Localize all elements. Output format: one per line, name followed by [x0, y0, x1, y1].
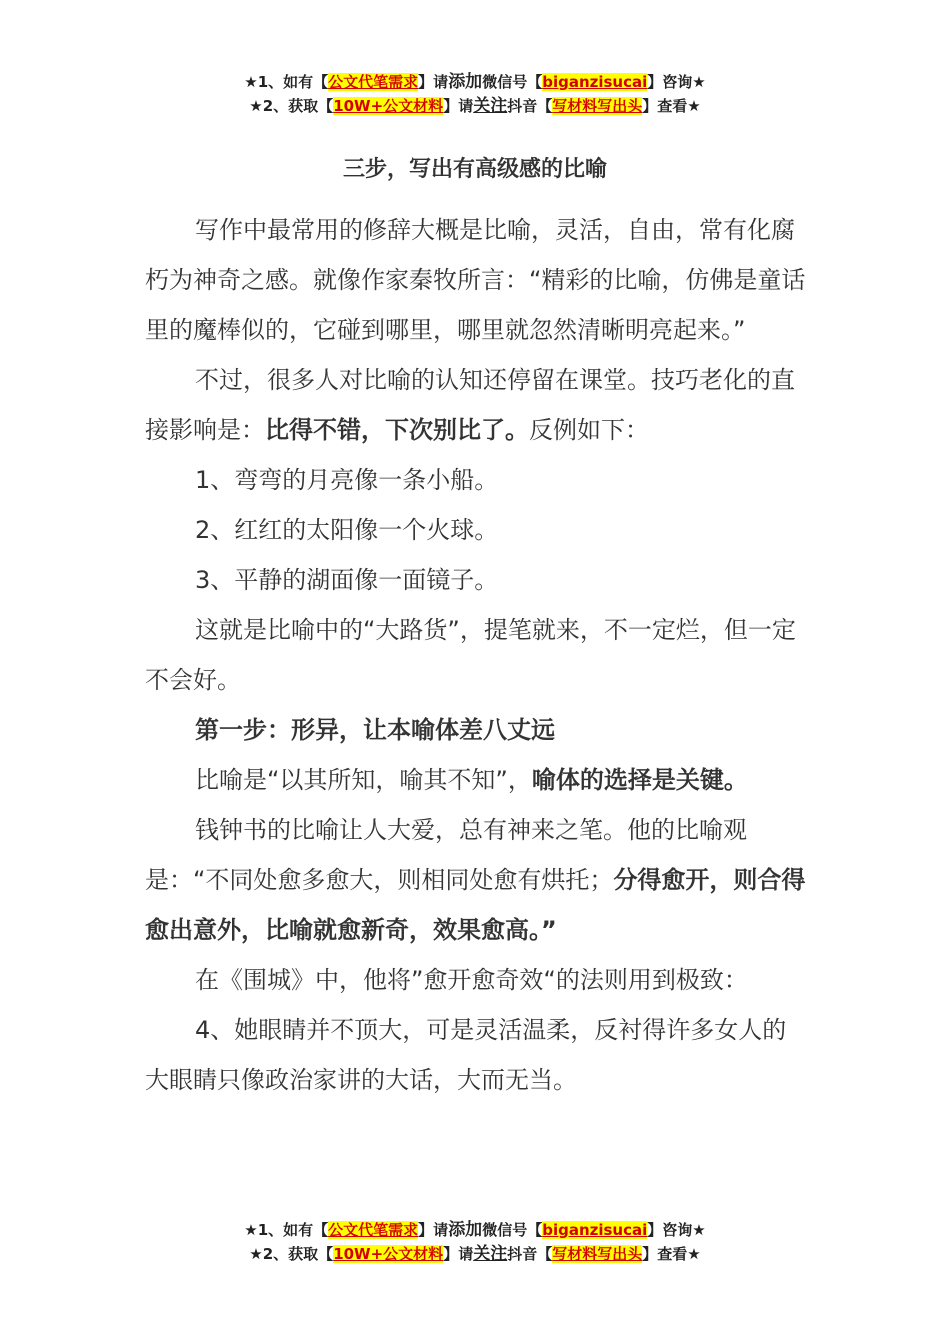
star-icon: ★: [244, 73, 258, 91]
banner-emphasis: 关注: [473, 1244, 508, 1264]
banner-text: 1、如有【: [257, 1221, 329, 1239]
star-icon: ★: [692, 1221, 706, 1239]
paragraph-qian-zhongshu: [145, 805, 810, 955]
banner-emphasis: 关注: [473, 96, 508, 116]
banner-line-1: [0, 1218, 950, 1242]
banner-text: 微信号【: [482, 73, 543, 91]
section-heading-text: 第一步：形异，让本喻体差八丈远: [195, 716, 555, 744]
paragraph-text: 钱钟书的比喻让人大爱，总有神来之笔。他的比喻观是：“不同处愈多愈大，则相同处愈有烘托；: [145, 816, 747, 894]
banner-text: 】咨询: [647, 73, 693, 91]
article-title: 三步，写出有高级感的比喻: [342, 157, 607, 182]
banner-text: 】请: [418, 1221, 449, 1239]
banner-text: 】请: [443, 97, 474, 115]
paragraph-conclusion: 这就是比喻中的“大路货”，提笔就来，不一定烂，但一定不会好。: [145, 616, 796, 694]
example-1: 1、弯弯的月亮像一条小船。: [195, 466, 499, 494]
star-icon: ★: [249, 97, 263, 115]
banner-text: 1、如有【: [257, 73, 329, 91]
banner-text: 抖音【: [507, 1245, 553, 1263]
star-icon: ★: [687, 97, 701, 115]
banner-line-1: [0, 70, 950, 94]
bold-text: 喻体的选择是关键。: [531, 766, 748, 794]
paragraph-definition: [145, 755, 810, 805]
highlight-wechat-id: biganzisucai: [542, 1221, 648, 1239]
star-icon: ★: [692, 73, 706, 91]
article-body: [145, 205, 810, 1105]
section-heading-step-1: [145, 705, 810, 755]
paragraph-intro: 写作中最常用的修辞大概是比喻，灵活，自由，常有化腐朽为神奇之感。就像作家秦牧所言：“精彩的比喻，仿佛是童话里的魔棒似的，它碰到哪里，哪里就忽然清晰明亮起来。”: [145, 216, 806, 344]
star-icon: ★: [244, 1221, 258, 1239]
bold-text: 比得不错，下次别比了。: [265, 416, 529, 444]
paragraph-text: 反例如下：: [529, 416, 649, 444]
banner-text: 】请: [418, 73, 449, 91]
highlight-service: 公文代笔需求: [328, 73, 419, 91]
highlight-douyin-id: 写材料写出头: [552, 1245, 643, 1263]
banner-emphasis: 添加: [448, 72, 483, 92]
paragraph-problem: [145, 355, 810, 455]
banner-emphasis: 添加: [448, 1220, 483, 1240]
example-3: 3、平静的湖面像一面镜子。: [195, 566, 499, 594]
bold-text: 分得愈开，则合得愈出意外，比喻就愈新奇，效果愈高。”: [145, 866, 806, 944]
footer-banner: [0, 1218, 950, 1266]
paragraph-text: 不过，很多人对比喻的认知还停留在课堂。技巧老化的直接影响是：: [145, 366, 795, 444]
banner-text: 抖音【: [507, 97, 553, 115]
highlight-materials: 10W+公文材料: [333, 1245, 444, 1263]
highlight-wechat-id: biganzisucai: [542, 73, 648, 91]
example-2: 2、红红的太阳像一个火球。: [195, 516, 499, 544]
header-banner: [0, 70, 950, 118]
banner-text: 2、获取【: [262, 1245, 334, 1263]
banner-text: 】查看: [642, 1245, 688, 1263]
banner-line-2: [0, 1242, 950, 1266]
star-icon: ★: [249, 1245, 263, 1263]
star-icon: ★: [687, 1245, 701, 1263]
banner-text: 2、获取【: [262, 97, 334, 115]
highlight-service: 公文代笔需求: [328, 1221, 419, 1239]
paragraph-weicheng: 在《围城》中，他将”愈开愈奇效“的法则用到极致：: [195, 966, 748, 994]
example-4: 4、她眼睛并不顶大，可是灵活温柔，反衬得许多女人的大眼睛只像政治家讲的大话，大而无当。: [145, 1016, 787, 1094]
highlight-douyin-id: 写材料写出头: [552, 97, 643, 115]
banner-line-2: [0, 94, 950, 118]
banner-text: 】查看: [642, 97, 688, 115]
banner-text: 】请: [443, 1245, 474, 1263]
highlight-materials: 10W+公文材料: [333, 97, 444, 115]
paragraph-text: 比喻是“以其所知，喻其不知”，: [195, 766, 532, 794]
banner-text: 】咨询: [647, 1221, 693, 1239]
banner-text: 微信号【: [482, 1221, 543, 1239]
